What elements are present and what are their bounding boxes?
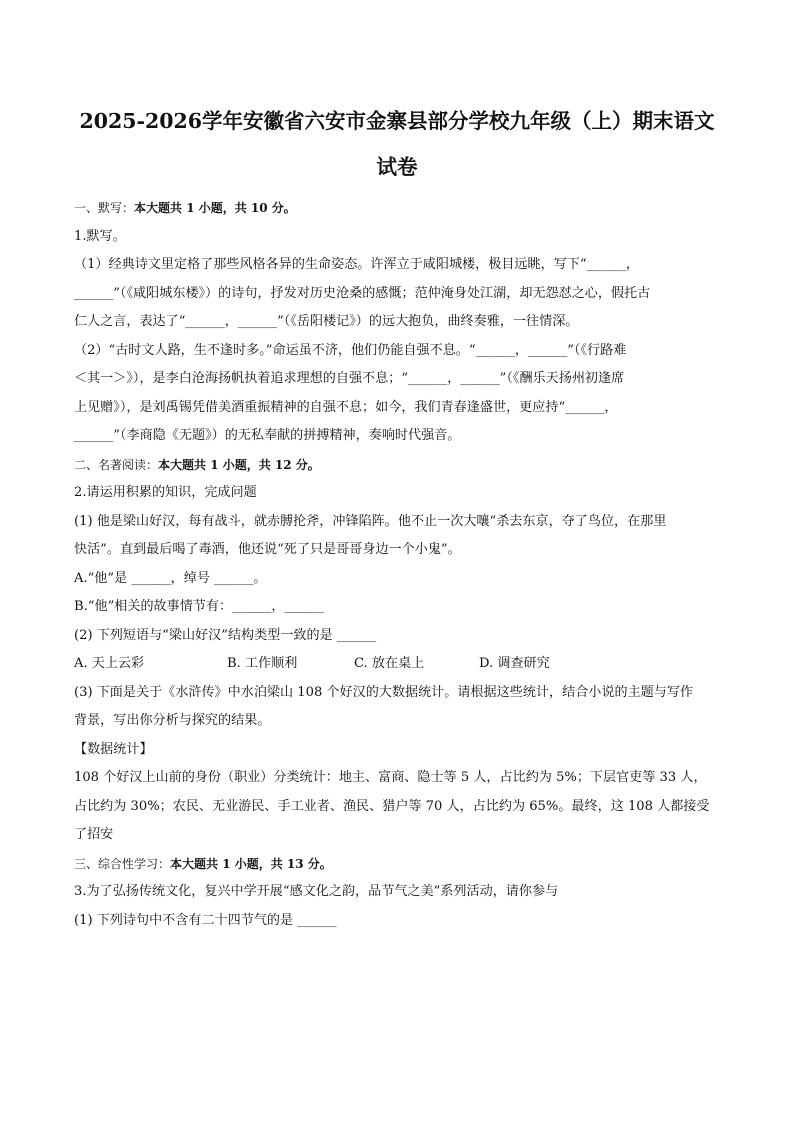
option-a: A. 天上云彩 xyxy=(74,656,145,671)
section-1-heading: 一、默写：本大题共 1 小题，共 10 分。 xyxy=(74,201,296,215)
option-c: C. 放在桌上 xyxy=(354,656,425,671)
q1-part1-line1: （1）经典诗文里定格了那些风格各异的生命姿态。许浑立于咸阳城楼，极目远眺，写下“______， xyxy=(74,257,639,272)
stats-line3: 了招安 xyxy=(74,827,114,842)
question-2-title: 2.请运用积累的知识，完成问题 xyxy=(74,485,257,500)
stats-line1: 108 个好汉上山前的身份（职业）分类统计：地主、富商、隐士等 5 人，占比约为 5%；下层官吏等 33 人， xyxy=(74,770,707,785)
q1-part1-line3: 仁人之言，表达了“______，______”（《岳阳楼记》）的远大抱负，曲终奏雅，一往情深。 xyxy=(74,314,579,329)
page-title xyxy=(74,98,720,190)
q1-part1-line2: ______”（《咸阳城东楼》）的诗句，抒发对历史沧桑的感慨；范仲淹身处江湖，却无怨怼之心，假托古 xyxy=(74,285,651,301)
stats-label: 【数据统计】 xyxy=(74,741,153,757)
section-2 xyxy=(74,451,720,850)
question-1-title: 1.默写。 xyxy=(74,228,126,244)
q2-part3-line2: 背景，写出你分析与探究的结果。 xyxy=(74,713,271,728)
q2-part1-line1: (1) 他是梁山好汉，每有战斗，就赤膊抡斧，冲锋陷阵。他不止一次大嚷“杀去东京，夺了鸟位，在那里 xyxy=(74,513,667,529)
q2-sub-b: B.“他”相关的故事情节有：______，______ xyxy=(74,599,324,614)
option-b: B. 工作顺利 xyxy=(227,656,298,671)
q1-part2-line3: 上见赠》），是刘禹锡凭借美酒重振精神的自强不息；如今，我们青春逢盛世，更应持“______， xyxy=(74,399,618,415)
question-3-title: 3.为了弘扬传统文化，复兴中学开展“感文化之韵，品节气之美”系列活动，请你参与 xyxy=(74,884,559,899)
q2-part1-line2: 快活”。直到最后喝了毒酒，他还说“死了只是哥哥身边一个小鬼”。 xyxy=(74,542,461,557)
q1-part2-line2: ＜其一＞》），是李白沧海扬帆执着追求理想的自强不息；“______，______”（《酬乐天扬州初逢席 xyxy=(74,371,625,386)
q2-options xyxy=(74,650,720,679)
q3-part1: (1) 下列诗句中不含有二十四节气的是 ______ xyxy=(74,912,337,928)
stats-line2: 占比约为 30%；农民、无业游民、手工业者、渔民、猎户等 70 人，占比约为 65%。最终，这 108 人都接受 xyxy=(74,798,710,814)
exam-page xyxy=(74,0,720,935)
section-2-heading: 二、名著阅读：本大题共 1 小题，共 12 分。 xyxy=(74,457,320,472)
section-3 xyxy=(74,850,720,936)
q2-part3-line1: (3) 下面是关于《水浒传》中水泊梁山 108 个好汉的大数据统计。请根据这些统计，结合小说的主题与写作 xyxy=(74,684,694,700)
q2-sub-a: A.“他”是 ______，绰号 ______。 xyxy=(74,570,267,586)
section-3-heading: 三、综合性学习：本大题共 1 小题，共 13 分。 xyxy=(74,856,332,871)
option-d: D. 调查研究 xyxy=(479,656,550,671)
q1-part2-line1: （2）“古时文人路，生不逢时多。”命运虽不济，他们仍能自强不息。“______，______”（《行路难 xyxy=(74,342,627,358)
q1-part2-line4: ______”（李商隐《无题》）的无私奉献的拼搏精神，奏响时代强音。 xyxy=(74,428,461,443)
section-1 xyxy=(74,194,720,451)
q2-part2: (2) 下列短语与“梁山好汉”结构类型一致的是 ______ xyxy=(74,627,377,643)
title-line-2: 试卷 xyxy=(376,155,418,179)
title-line-1: 2025-2026学年安徽省六安市金寨县部分学校九年级（上）期末语文 xyxy=(79,109,715,133)
